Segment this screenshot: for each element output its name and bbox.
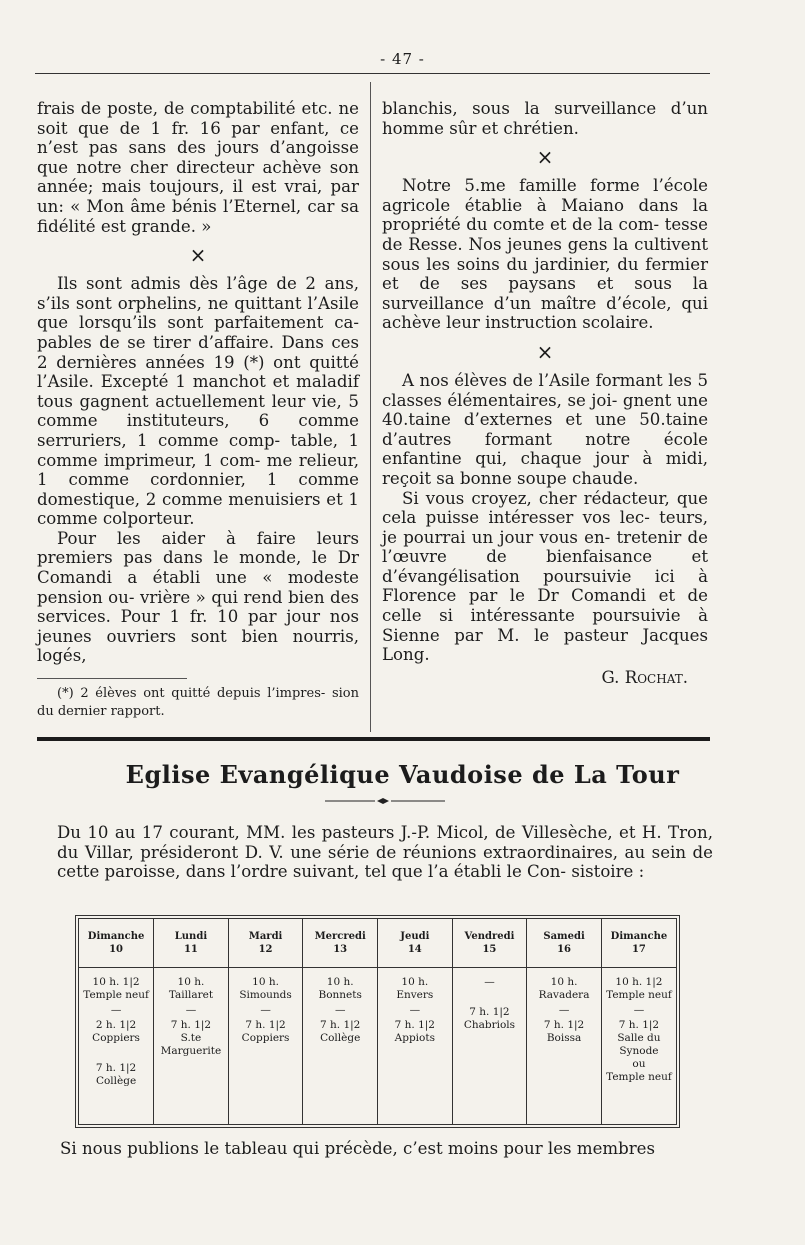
section-separator: ×: [189, 243, 207, 268]
schedule-cell-1: [154, 968, 229, 1125]
schedule-header-5: [452, 919, 527, 968]
footnote-rule: [37, 678, 187, 679]
schedule-slot: 7 h. 1|2 Boissa: [543, 1019, 585, 1044]
schedule-header-0: [79, 919, 154, 968]
schedule-header-1: [154, 919, 229, 968]
schedule-day: Mardi: [248, 931, 283, 942]
schedule-slot: 10 h. 1|2 Temple neuf: [83, 976, 149, 1001]
right-paragraph-1: blanchis, sous la surveillance d’un homme sûr et chrétien.: [382, 99, 708, 138]
schedule-day: Dimanche: [610, 931, 668, 942]
schedule-date: 13: [333, 944, 348, 955]
schedule-slot: 2 h. 1|2 Coppiers: [92, 1019, 140, 1044]
section-heading: Eglise Evangélique Vaudoise de La Tour: [125, 760, 680, 789]
schedule-dash: —: [484, 976, 495, 988]
page-number: - 47 -: [380, 50, 425, 68]
left-paragraph-1: frais de poste, de comptabilité etc. ne soit que de 1 fr. 16 par enfant, ce n’est pas sans des jours d’angoisse que notre cher directeur achève son année; mais toujours, il est vrai, par un: « Mon âme bénis l’Eternel, car sa fidélité est grande. »: [37, 99, 359, 236]
intro-paragraph: Du 10 au 17 courant, MM. les pasteurs J.-P. Micol, de Villesèche, et H. Tron, du Villar, présideront D. V. une série de réunions extraordinaires, au sein de cette paroisse, dans l’ordre suivant, tel que l’a établi le Con- sistoire :: [57, 823, 713, 881]
ornament-dash: [325, 796, 445, 806]
schedule-header-6: [527, 919, 602, 968]
section-separator: ×: [536, 145, 554, 170]
schedule-table: [78, 918, 677, 1125]
schedule-dash: —: [558, 1004, 570, 1016]
section-rule: [37, 737, 710, 741]
closing-line: Si nous publions le tableau qui précède, c’est moins pour les membres: [60, 1139, 656, 1158]
schedule-slot: 10 h. Ravadera: [538, 976, 590, 1001]
schedule-date: 11: [183, 944, 198, 955]
schedule-slot: [80, 1047, 152, 1060]
left-column: [37, 99, 359, 721]
left-paragraph-3: Pour les aider à faire leurs premiers pas dans le monde, le Dr Comandi a établi une « modeste pension ou- vrière » qui rend bien des services. Pour 1 fr. 10 par jour nos jeunes ouvriers sont bien nourris, logés,: [37, 528, 359, 666]
schedule-slot: 7 h. 1|2 Collège: [95, 1062, 137, 1087]
schedule-dash: —: [409, 1004, 421, 1016]
schedule-date: 14: [407, 944, 422, 955]
schedule-date: 10: [109, 944, 124, 955]
schedule-date: 16: [557, 944, 572, 955]
schedule-slot: 10 h. Simounds: [239, 976, 292, 1001]
schedule-slot: 7 h. 1|2 Collège: [320, 1019, 361, 1044]
schedule-header-2: [228, 919, 303, 968]
schedule-cell-6: [527, 968, 602, 1125]
schedule-cell-0: [79, 968, 154, 1125]
schedule-dash: —: [110, 1004, 122, 1016]
right-paragraph-4: Si vous croyez, cher rédacteur, que cela puisse intéresser vos lec- teurs, je pourrai un jour vous en- tretenir de l’œuvre de bienfaisance et d’évangélisation poursuivie ici à Florence par le Dr Comandi et de celle si intéressante poursuivie à Sienne par M. le pasteur Jacques Long.: [382, 488, 709, 665]
signature: G. Rochat.: [601, 667, 688, 687]
schedule-date: 12: [258, 944, 273, 955]
schedule-dash: —: [185, 1004, 197, 1016]
right-column: [382, 99, 708, 687]
schedule-dash: —: [260, 1004, 271, 1016]
schedule-slot: 10 h. Taillaret: [168, 976, 214, 1001]
schedule-cell-4: [378, 968, 453, 1125]
schedule-day: Vendredi: [464, 931, 515, 942]
schedule-day: Samedi: [543, 931, 585, 942]
schedule-slot: 10 h. Bonnets: [318, 976, 362, 1001]
schedule-cell-5: [452, 968, 527, 1125]
schedule-slot: 10 h. Envers: [396, 976, 434, 1001]
right-paragraph-3: A nos élèves de l’Asile formant les 5 classes élémentaires, se joi- gnent une 40.taine d’externes et une 50.taine d’autres formant notre école enfantine qui, chaque jour à midi, reçoit sa bonne soupe chaude.: [382, 370, 709, 488]
schedule-header-4: [378, 919, 453, 968]
schedule-date: 17: [631, 944, 646, 955]
left-paragraph-2: Ils sont admis dès l’âge de 2 ans, s’ils sont orphelins, ne quittant l’Asile que lorsqu’ils sont parfaitement ca- pables de se tirer d’affaire. Dans ces 2 dernières années 19 (*) ont quitté l’Asile. Excepté 1 manchot et maladif tous gagnent actuellement leur vie, 5 comme instituteurs, 6 comme serruriers, 1 comme comp- table, 1 comme imprimeur, 1 com- me relieur, 1 comme cordonnier, 1 comme domestique, 2 comme menuisiers et 1 comme colporteur.: [37, 274, 360, 529]
section-separator: ×: [536, 339, 554, 364]
schedule-slot: 10 h. 1|2 Temple neuf: [606, 976, 672, 1001]
schedule-cell-3: [303, 968, 378, 1125]
schedule-day: Dimanche: [87, 931, 145, 942]
schedule-date: 15: [482, 944, 497, 955]
schedule-cell-7: [601, 968, 676, 1125]
schedule-slot: 7 h. 1|2 S.te Marguerite: [160, 1019, 222, 1057]
right-paragraph-2: Notre 5.me famille forme l’école agricole établie à Maiano dans la propriété du comte et de la com- tesse de Resse. Nos jeunes gens la cultivent sous les soins du jardinier, du fermier et de ses paysans et sous la surveillance d’un maître d’école, qui achève leur instruction scolaire.: [382, 176, 709, 333]
schedule-dash: —: [334, 1004, 346, 1016]
schedule-day: Mercredi: [314, 931, 366, 942]
schedule-header-7: [601, 919, 676, 968]
schedule-slot: [454, 991, 526, 1004]
schedule-day: Jeudi: [400, 931, 430, 942]
schedule-slot: 7 h. 1|2 Coppiers: [241, 1019, 290, 1044]
schedule-slot: 7 h. 1|2 Salle du Synode ou Temple neuf: [606, 1019, 672, 1083]
footnote: (*) 2 élèves ont quitté depuis l’impres- sion du dernier rapport.: [37, 686, 359, 720]
schedule-slot: 7 h. 1|2 Chabriols: [463, 1006, 516, 1031]
schedule-cell-2: [228, 968, 303, 1125]
schedule-header-3: [303, 919, 378, 968]
column-divider: [370, 82, 371, 732]
schedule-dash: —: [633, 1004, 645, 1016]
schedule-slot: 7 h. 1|2 Appiots: [394, 1019, 435, 1044]
schedule-day: Lundi: [174, 931, 208, 942]
header-rule: [35, 73, 710, 74]
